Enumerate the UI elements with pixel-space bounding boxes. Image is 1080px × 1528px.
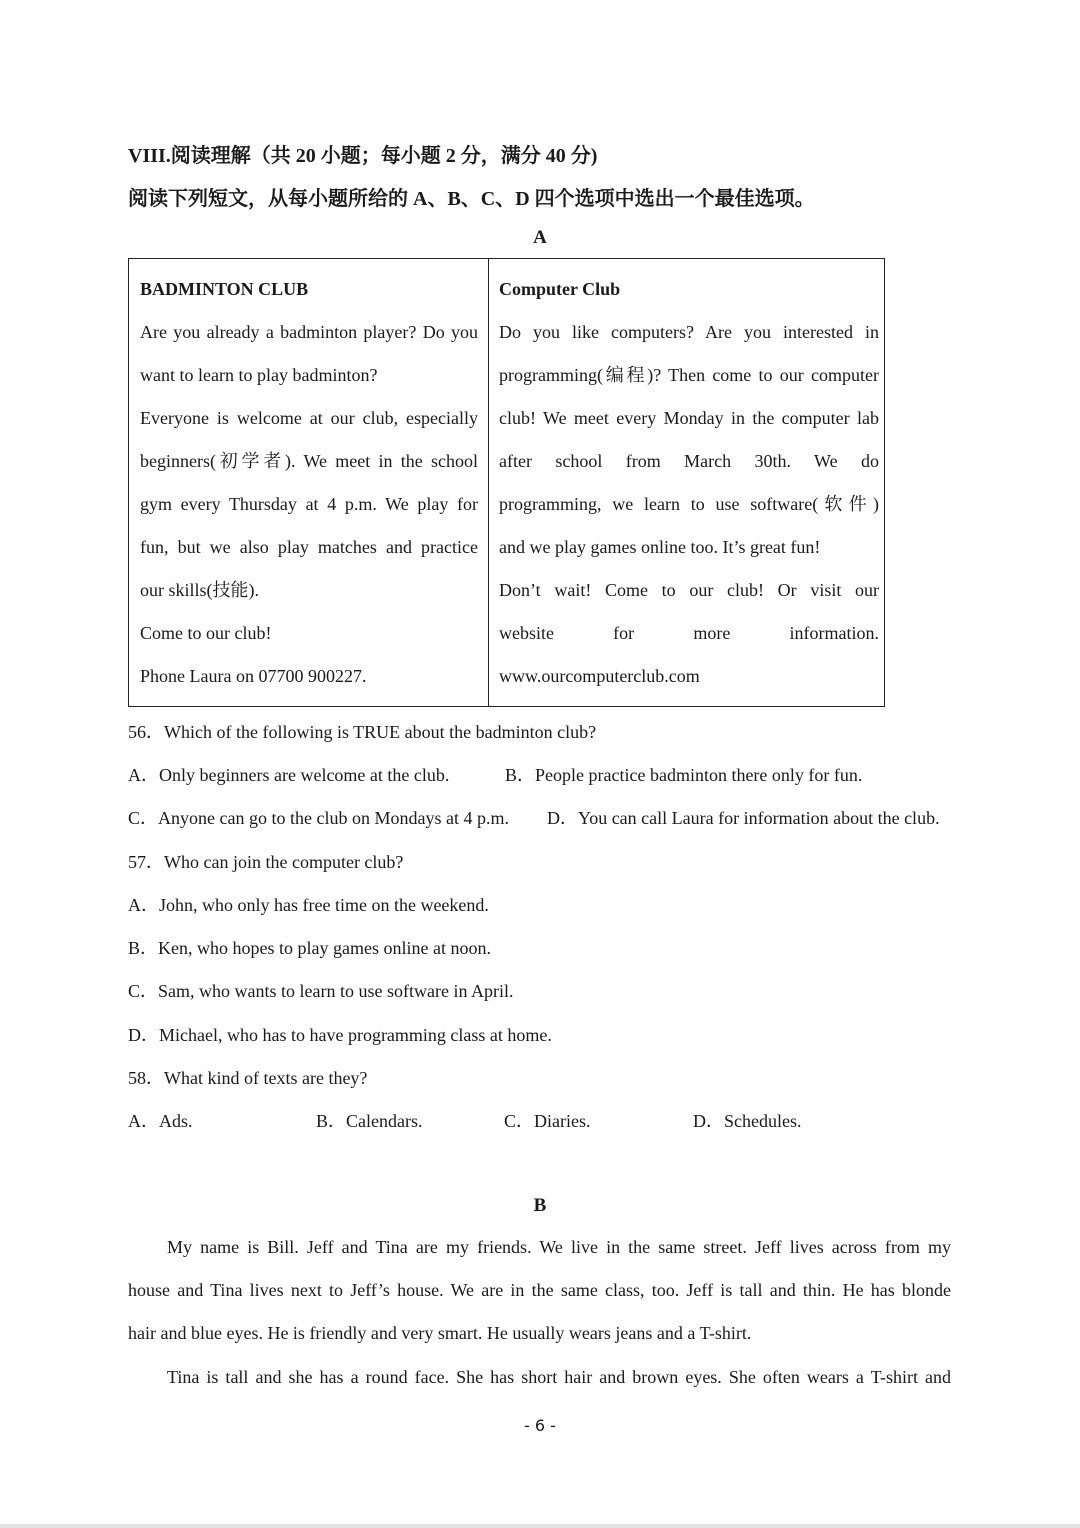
badminton-club-title: BADMINTON CLUB: [140, 279, 309, 299]
question-58-option-b: B．Calendars.: [316, 1111, 423, 1131]
question-56-option-a: A．Only beginners are welcome at the club.: [128, 765, 450, 785]
computer-club-title: Computer Club: [499, 279, 621, 299]
computer-line: programming(编程)? Then come to our computer: [499, 365, 879, 385]
passage-b-line: hair and blue eyes. He is friendly and very smart. He usually wears jeans and a T-shirt.: [128, 1323, 752, 1343]
question-56-option-b: B．People practice badminton there only for fun.: [505, 765, 863, 785]
page-number: - 6 -: [524, 1416, 556, 1435]
badminton-line: our skills(技能).: [140, 580, 259, 600]
passage-a-label: A: [533, 227, 547, 248]
page-bottom-edge: [0, 1524, 1080, 1528]
passage-b-line: My name is Bill. Jeff and Tina are my friends. We live in the same street. Jeff lives across from my: [167, 1237, 951, 1257]
badminton-line: fun, but we also play matches and practice: [140, 537, 478, 557]
question-58-option-d: D．Schedules.: [693, 1111, 802, 1131]
section-instruction: 阅读下列短文，从每小题所给的 A、B、C、D 四个选项中选出一个最佳选项。: [128, 188, 815, 210]
computer-line: Do you like computers? Are you interested in: [499, 322, 879, 342]
passage-b-label: B: [533, 1195, 547, 1216]
passage-b-line: house and Tina lives next to Jeff’s house. We are in the same class, too. Jeff is tall and thin. He has blonde: [128, 1280, 951, 1300]
computer-line: programming, we learn to use software(软件): [499, 494, 879, 514]
badminton-line: Everyone is welcome at our club, especially: [140, 408, 478, 428]
question-57-option-b: B．Ken, who hopes to play games online at noon.: [128, 938, 491, 958]
question-57-option-d: D．Michael, who has to have programming class at home.: [128, 1025, 552, 1045]
question-57-stem: 57．Who can join the computer club?: [128, 852, 404, 872]
question-56-option-d: D．You can call Laura for information about the club.: [547, 808, 940, 828]
computer-line: after school from March 30th. We do: [499, 451, 879, 471]
table-divider: [488, 259, 489, 706]
badminton-line: want to learn to play badminton?: [140, 365, 378, 385]
section-heading: VIII.阅读理解（共 20 小题；每小题 2 分，满分 40 分): [128, 145, 598, 167]
computer-line: website for more information.: [499, 623, 879, 643]
question-56-stem: 56．Which of the following is TRUE about the badminton club?: [128, 722, 597, 742]
badminton-line: Come to our club!: [140, 623, 272, 643]
badminton-phone: Phone Laura on 07700 900227.: [140, 666, 367, 686]
question-58-option-a: A．Ads.: [128, 1111, 193, 1131]
ads-table: [128, 258, 885, 707]
passage-b-line: Tina is tall and she has a round face. She has short hair and brown eyes. She often wears a T-shirt and: [167, 1367, 951, 1387]
computer-line: and we play games online too. It’s great fun!: [499, 537, 821, 557]
question-57-option-c: C．Sam, who wants to learn to use software in April.: [128, 981, 514, 1001]
question-57-option-a: A．John, who only has free time on the weekend.: [128, 895, 489, 915]
badminton-line: beginners(初学者). We meet in the school: [140, 451, 478, 471]
question-56-option-c: C．Anyone can go to the club on Mondays at 4 p.m.: [128, 808, 509, 828]
question-58-stem: 58．What kind of texts are they?: [128, 1068, 368, 1088]
computer-line: club! We meet every Monday in the computer lab: [499, 408, 879, 428]
computer-line: Don’t wait! Come to our club! Or visit our: [499, 580, 879, 600]
question-58-option-c: C．Diaries.: [504, 1111, 591, 1131]
computer-website: www.ourcomputerclub.com: [499, 666, 700, 686]
badminton-line: gym every Thursday at 4 p.m. We play for: [140, 494, 478, 514]
badminton-line: Are you already a badminton player? Do you: [140, 322, 478, 342]
